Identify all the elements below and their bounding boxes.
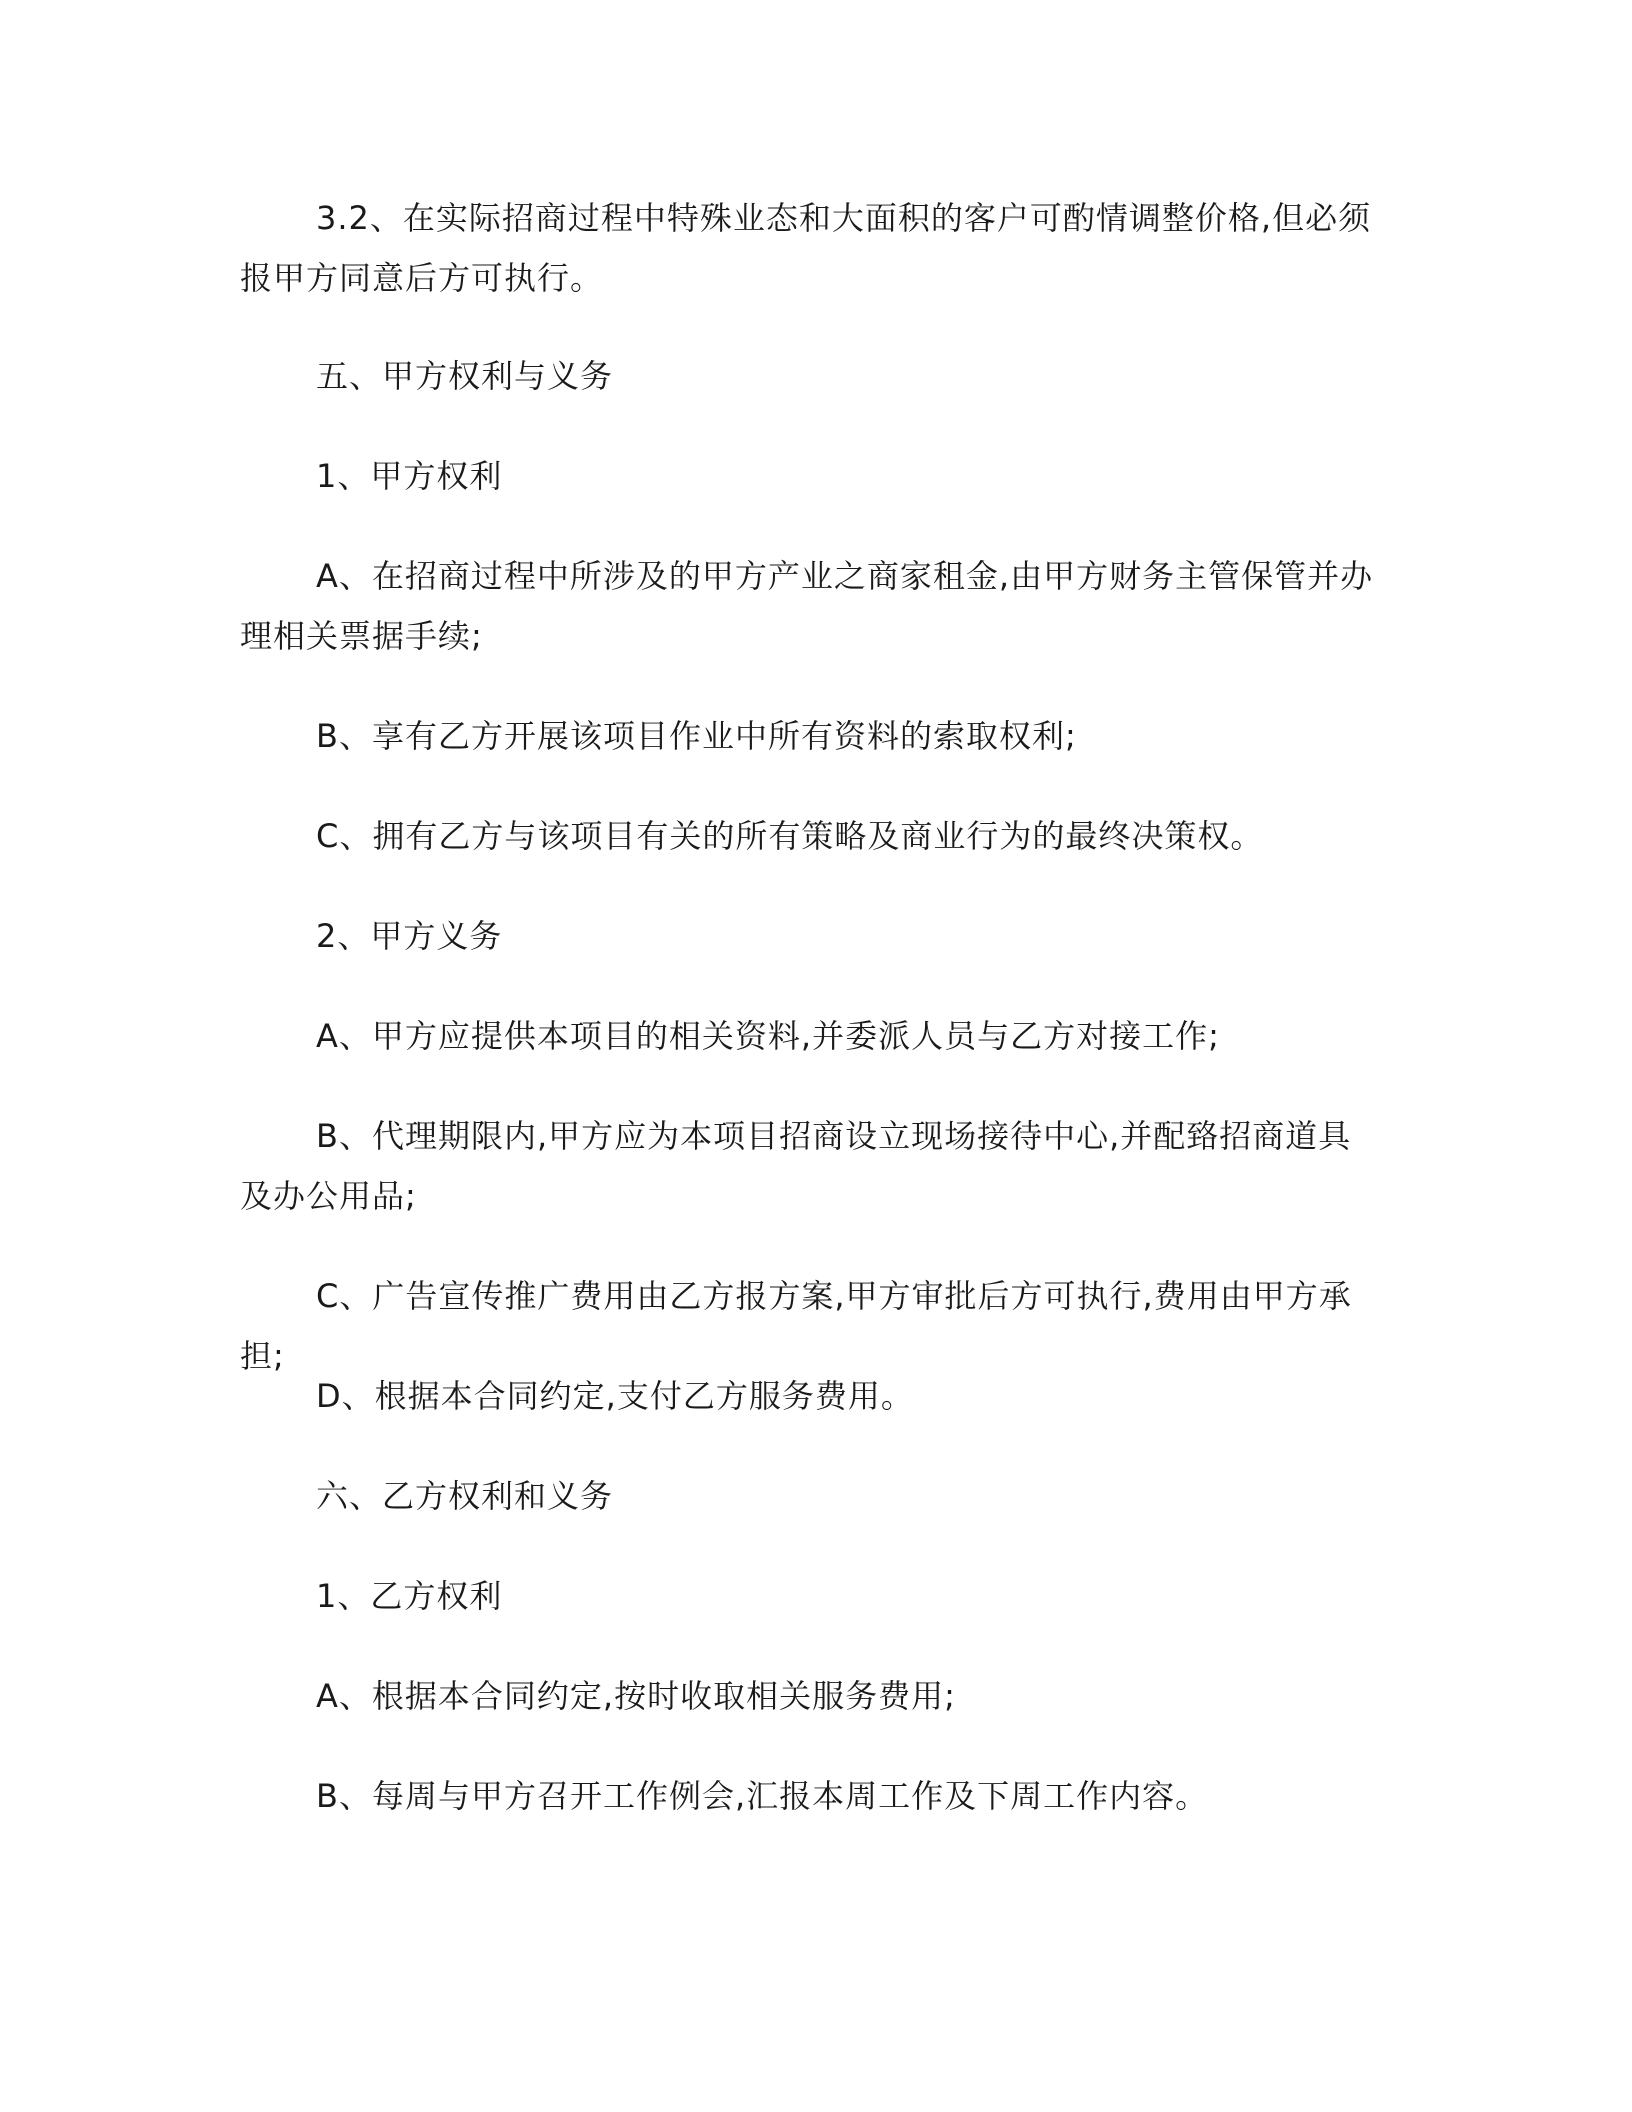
paragraph-party-a-obligations-d: D、根据本合同约定,支付乙方服务费用。 [316,1377,914,1415]
heading-section-6-party-b: 六、乙方权利和义务 [316,1477,614,1515]
paragraph-party-a-rights-a: A、在招商过程中所涉及的甲方产业之商家租金,由甲方财务主管保管并办理相关票据手续; [240,557,1374,655]
heading-section-5-party-a: 五、甲方权利与义务 [316,357,614,395]
heading-party-a-obligations: 2、甲方义务 [316,917,503,955]
heading-party-a-rights: 1、甲方权利 [316,457,503,495]
paragraph-party-b-rights-b: B、每周与甲方召开工作例会,汇报本周工作及下周工作内容。 [316,1777,1209,1815]
heading-party-b-rights: 1、乙方权利 [316,1577,503,1615]
paragraph-party-a-obligations-c: C、广告宣传推广费用由乙方报方案,甲方审批后方可执行,费用由甲方承担; [240,1277,1352,1375]
paragraph-3-2-price-adjustment: 3.2、在实际招商过程中特殊业态和大面积的客户可酌情调整价格,但必须报甲方同意后方可执行。 [240,199,1372,297]
paragraph-party-b-rights-a: A、根据本合同约定,按时收取相关服务费用; [316,1677,956,1715]
paragraph-party-a-rights-b: B、享有乙方开展该项目作业中所有资料的索取权利; [316,717,1077,755]
paragraph-party-a-obligations-a: A、甲方应提供本项目的相关资料,并委派人员与乙方对接工作; [316,1017,1220,1055]
paragraph-party-a-obligations-b: B、代理期限内,甲方应为本项目招商设立现场接待中心,并配臵招商道具及办公用品; [240,1117,1352,1215]
paragraph-party-a-rights-c: C、拥有乙方与该项目有关的所有策略及商业行为的最终决策权。 [316,817,1264,855]
